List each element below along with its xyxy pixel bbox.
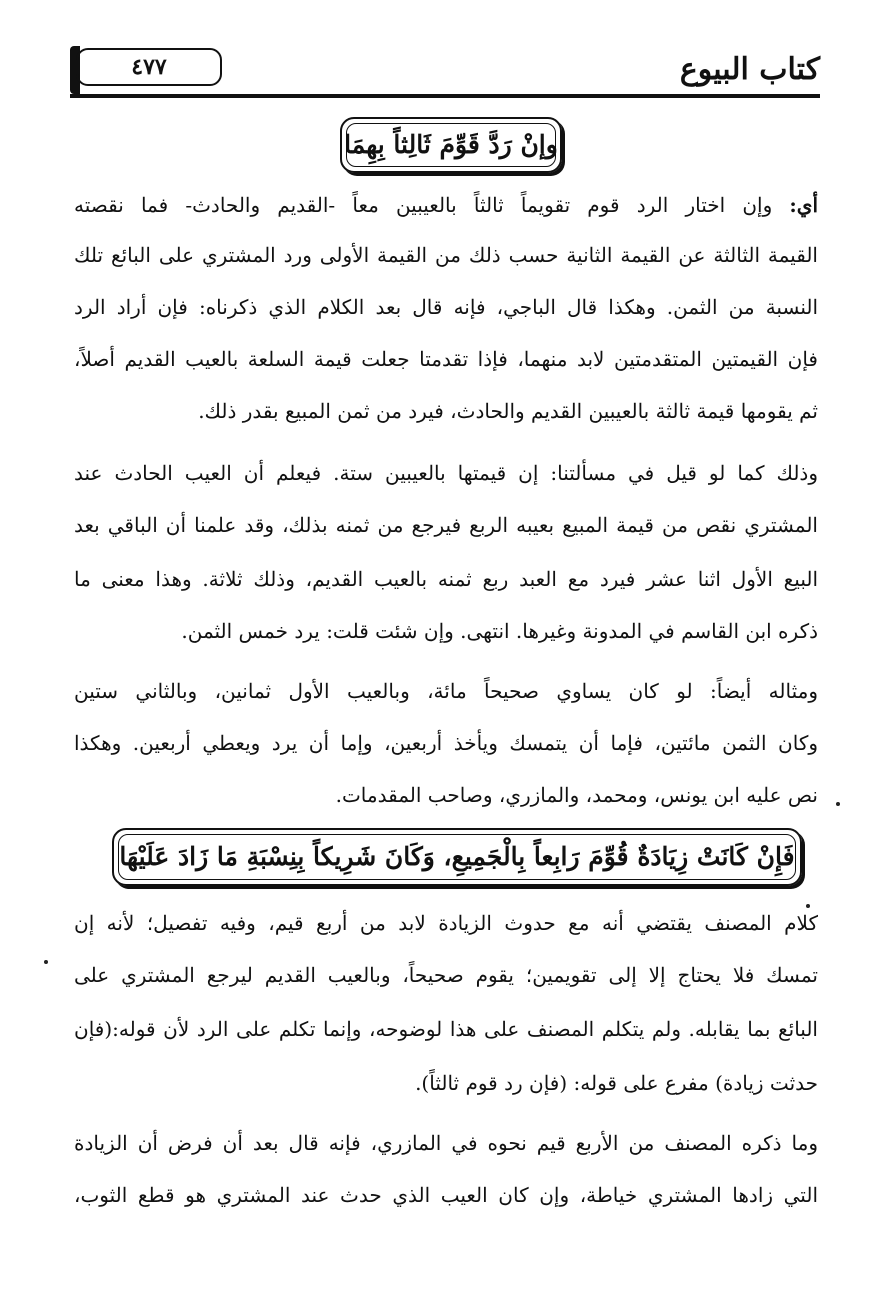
text-line: نص عليه ابن يونس، ومحمد، والمازري، وصاحب المقدمات.: [335, 783, 818, 807]
text-line: وذلك كما لو قيل في مسألتنا: إن قيمتها بالعيبين ستة. فيعلم أن العيب الحادث عند: [74, 461, 818, 485]
text-line: فإن القيمتين المتقدمتين لابد منهما، فإذا تقدمتا جعلت قيمة السلعة بالعيب القديم أصلاً،: [74, 347, 818, 371]
header-divider: [70, 94, 820, 98]
text-line: التي زادها المشتري خياطة، وإن كان العيب الذي حدث عند المشتري هو قطع الثوب،: [74, 1183, 818, 1207]
matn-heading-1-text: وإنْ رَدَّ قَوِّمَ ثَالِثاً بِهِمَا: [344, 130, 558, 159]
paragraph-lead: أي:: [789, 193, 818, 217]
text-line-content: وإن اختار الرد قوم تقويماً ثالثاً بالعيبين معاً -القديم والحادث- فما نقصته: [74, 193, 790, 217]
text-line: تمسك فلا يحتاج إلا إلى تقويمين؛ يقوم صحيحاً، وبالعيب القديم ليرجع المشتري على: [74, 963, 818, 987]
text-line: ذكره ابن القاسم في المدونة وغيرها. انتهى. وإن شئت قلت: يرد خمس الثمن.: [181, 619, 818, 643]
text-line: البائع بما يقابله. ولم يتكلم المصنف على هذا لوضوحه، وإنما تكلم على الرد لأن قوله:(فإن: [74, 1017, 818, 1041]
matn-heading-2: [112, 828, 802, 886]
text-line: كلام المصنف يقتضي أنه مع حدوث الزيادة لابد من أربع قيم، وفيه تفصيل؛ لأنه إن: [74, 911, 818, 935]
text-line: [74, 188, 818, 222]
page-header: [70, 46, 820, 102]
scan-speck: [44, 960, 48, 964]
text-line: وكان الثمن مائتين، فإما أن يتمسك ويأخذ أربعين، وإما أن يرد ويعطي أربعين. وهكذا: [74, 731, 818, 755]
matn-heading-2-text: فَإِنْ كَانَتْ زِيَادَةٌ قُوِّمَ رَابِعاً بِالْجَمِيعِ، وَكَانَ شَرِيكاً بِنِسْبَةِ مَا زَادَ عَلَيْهَا: [119, 842, 795, 871]
page-number: ٤٧٧: [76, 48, 222, 86]
matn-heading-1: [340, 117, 562, 173]
text-line: القيمة الثالثة عن القيمة الثانية حسب ذلك من القيمة الأولى ورد المشتري على البائع تلك: [74, 243, 818, 267]
text-line: ثم يقومها قيمة ثالثة بالعيبين القديم والحادث، فيرد من ثمن المبيع بقدر ذلك.: [198, 399, 818, 423]
book-title: كتاب البيوع: [679, 52, 820, 87]
text-line: حدثت زيادة) مفرع على قوله: (فإن رد قوم ثالثاً).: [415, 1071, 818, 1095]
text-line: ومثاله أيضاً: لو كان يساوي صحيحاً مائة، وبالعيب الأول ثمانين، وبالثاني ستين: [74, 679, 818, 703]
scan-speck: [806, 904, 810, 908]
text-line: النسبة من الثمن. وهكذا قال الباجي، فإنه قال بعد الكلام الذي ذكرناه: فإن أراد الرد: [74, 295, 818, 319]
scan-speck: [836, 802, 840, 806]
text-line: المشتري نقص من قيمة المبيع بعيبه الربع فيرجع من ثمنه بذلك، وقد علمنا أن الباقي بعد: [74, 513, 818, 537]
text-line: وما ذكره المصنف من الأربع قيم نحوه في المازري، فإنه قال بعد أن فرض أن الزيادة: [74, 1131, 818, 1155]
text-line: البيع الأول اثنا عشر فيرد مع العبد ربع ثمنه بالعيب القديم، وذلك ثلاثة. وهذا معنى ما: [74, 567, 818, 591]
